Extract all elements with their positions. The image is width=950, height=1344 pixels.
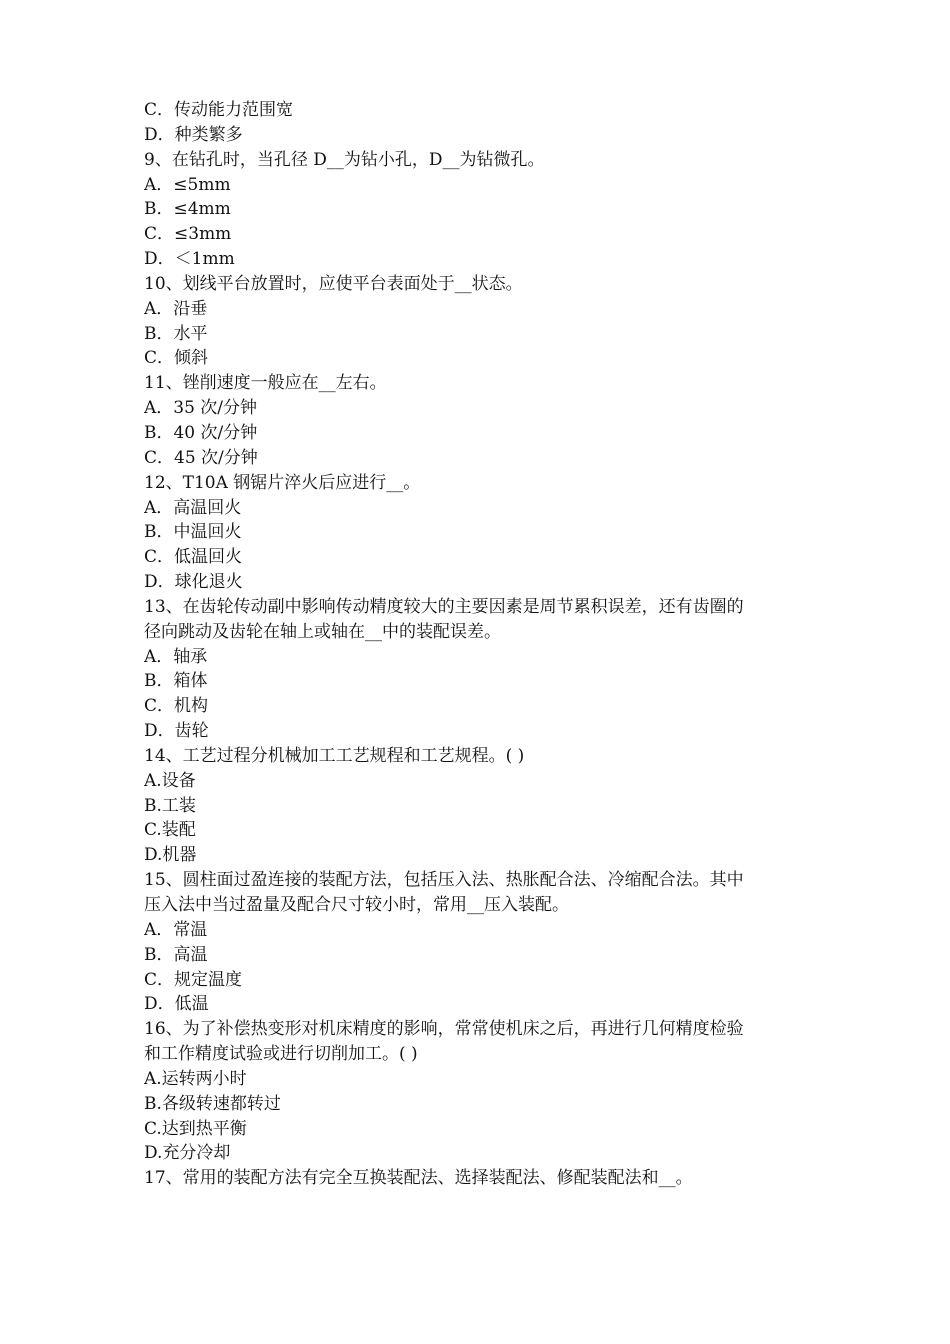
text-line: D．低温 xyxy=(144,994,209,1015)
text-line: C．低温回火 xyxy=(144,547,243,568)
text-line: C．机构 xyxy=(144,696,209,717)
question-9: 9、在钻孔时，当孔径 D__为钻小孔，D__为钻微孔。 xyxy=(144,149,545,170)
text-line: D.充分冷却 xyxy=(144,1143,231,1164)
text-line: C．规定温度 xyxy=(144,969,243,990)
text-line: C．倾斜 xyxy=(144,348,209,369)
text-line: A.设备 xyxy=(144,770,196,791)
text-line: A．高温回火 xyxy=(144,497,242,518)
question-10: 10、划线平台放置时，应使平台表面处于__状态。 xyxy=(144,273,523,294)
text-line: C.达到热平衡 xyxy=(144,1118,247,1139)
text-line: A．常温 xyxy=(144,919,208,940)
text-line: A．≤5mm xyxy=(144,174,231,195)
question-15: 15、圆柱面过盈连接的装配方法，包括压入法、热胀配合法、冷缩配合法。其中 xyxy=(144,870,744,891)
text-line: A．35 次/分钟 xyxy=(144,398,258,419)
text-line: C．≤3mm xyxy=(144,224,232,245)
text-line: C．传动能力范围宽 xyxy=(144,100,294,120)
text-line: C.装配 xyxy=(144,820,196,841)
text-line: C．45 次/分钟 xyxy=(144,447,258,468)
text-line: D．齿轮 xyxy=(144,721,209,742)
text-line: B.各级转速都转过 xyxy=(144,1093,281,1114)
text-line: D．种类繁多 xyxy=(144,124,243,145)
text-line: D．＜1mm xyxy=(144,249,235,270)
text-line: 压入法中当过盈量及配合尺寸较小时，常用__压入装配。 xyxy=(144,895,569,915)
text-line: A．沿垂 xyxy=(144,298,208,319)
text-line: A.运转两小时 xyxy=(144,1068,247,1089)
text-line: B.工装 xyxy=(144,795,196,816)
text-line: D.机器 xyxy=(144,845,197,866)
document-page xyxy=(144,98,824,1191)
text-line: D．球化退火 xyxy=(144,572,243,593)
question-13: 13、在齿轮传动副中影响传动精度较大的主要因素是周节累积误差，还有齿圈的 xyxy=(144,596,744,617)
question-11: 11、锉削速度一般应在__左右。 xyxy=(144,373,387,394)
text-line: 径向跳动及齿轮在轴上或轴在__中的装配误差。 xyxy=(144,621,501,642)
text-line: B．箱体 xyxy=(144,671,208,692)
text-line: B．中温回火 xyxy=(144,522,242,543)
text-line: B．40 次/分钟 xyxy=(144,422,258,443)
question-14: 14、工艺过程分机械加工工艺规程和工艺规程。( ) xyxy=(144,745,525,766)
question-12: 12、T10A 钢锯片淬火后应进行__。 xyxy=(144,472,421,493)
text-line: B．高温 xyxy=(144,944,208,965)
text-line: B．水平 xyxy=(144,323,208,344)
question-16: 16、为了补偿热变形对机床精度的影响，常常使机床之后，再进行几何精度检验 xyxy=(144,1019,744,1040)
question-17: 17、常用的装配方法有完全互换装配法、选择装配法、修配装配法和__。 xyxy=(144,1168,693,1189)
text-line: B．≤4mm xyxy=(144,199,231,220)
text-line: A．轴承 xyxy=(144,646,208,667)
text-line: 和工作精度试验或进行切削加工。( ) xyxy=(144,1044,418,1065)
